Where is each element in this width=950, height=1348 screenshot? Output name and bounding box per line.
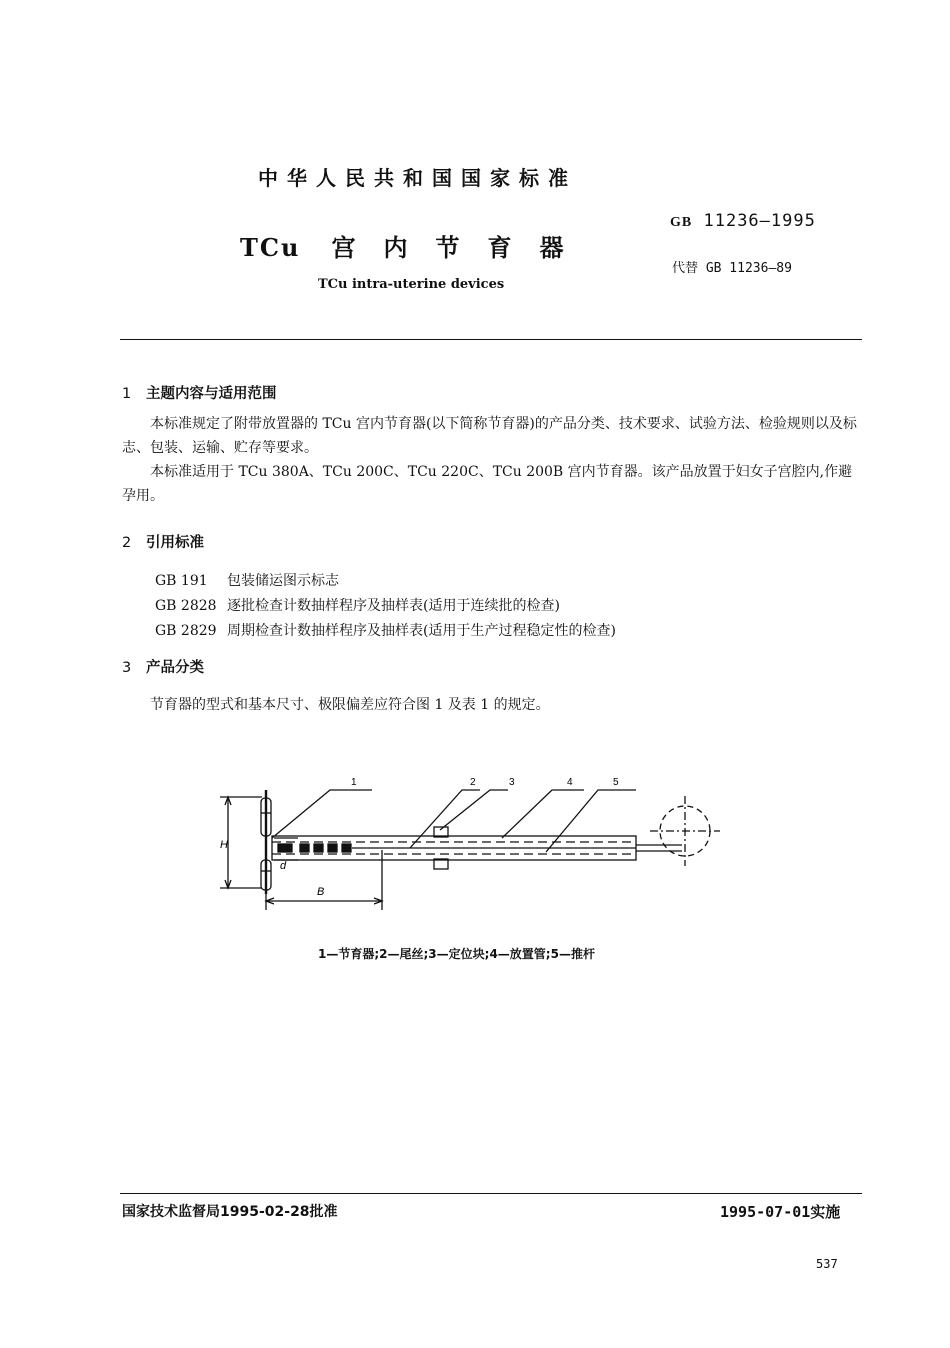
figure-caption: 1—节育器;2—尾丝;3—定位块;4—放置管;5—推杆: [318, 947, 595, 961]
section-title: 产品分类: [146, 660, 204, 676]
reference-title: 包装储运图示标志: [227, 573, 339, 589]
device-stem: [278, 844, 292, 852]
approval-date: 国家技术监督局1995-02-28批准: [122, 1204, 338, 1220]
dimension-b-label: B: [317, 886, 325, 898]
effective-date: 1995-07-01实施: [720, 1203, 841, 1221]
callout-2: 2: [470, 777, 476, 788]
callout-4: 4: [567, 777, 573, 788]
reference-title: 逐批检查计数抽样程序及抽样表(适用于连续批的检查): [227, 598, 560, 614]
reference-code: GB 191: [155, 573, 208, 589]
leader-line: [546, 790, 636, 852]
section-number: 3: [122, 660, 132, 676]
section-3-heading: [122, 656, 204, 677]
paragraph: 本标准适用于 TCu 380A、TCu 200C、TCu 220C、TCu 200B 宫内节育器。该产品放置于妇女子宫腔内,作避孕用。: [122, 464, 853, 504]
callout-5: 5: [613, 777, 619, 788]
section-title: 引用标准: [146, 535, 204, 551]
english-title: TCu intra-uterine devices: [318, 277, 505, 292]
section-number: 2: [122, 535, 132, 551]
document-title: [240, 228, 592, 263]
reference-item: [155, 570, 339, 590]
reference-title: 周期检查计数抽样程序及抽样表(适用于生产过程稳定性的检查): [227, 623, 616, 639]
section-1-body: [122, 412, 864, 508]
paragraph: 本标准规定了附带放置器的 TCu 宫内节育器(以下简称节育器)的产品分类、技术要求、试验方法、检验规则以及标志、包装、运输、贮存等要求。: [122, 416, 857, 456]
gb-code: [670, 211, 816, 231]
dimension-d-label: d: [280, 860, 287, 872]
reference-item: [155, 595, 560, 615]
dimension-h-label: H: [220, 839, 228, 851]
section-3-body: [122, 693, 864, 717]
header-rule: [120, 339, 862, 340]
section-number: 1: [122, 386, 132, 402]
reference-code: GB 2829: [155, 623, 217, 639]
reference-item: [155, 620, 616, 640]
callout-1: 1: [351, 777, 357, 788]
paragraph: 节育器的型式和基本尺寸、极限偏差应符合图 1 及表 1 的规定。: [150, 697, 550, 713]
leader-line: [410, 790, 480, 848]
section-1-heading: [122, 382, 277, 403]
callout-3: 3: [509, 777, 515, 788]
replaces-note: 代替 GB 11236—89: [672, 261, 792, 276]
section-title: 主题内容与适用范围: [146, 386, 277, 402]
leader-line: [272, 790, 372, 838]
page-number: 537: [816, 1257, 838, 1271]
section-2-heading: [122, 531, 204, 552]
document-title-prefix: TCu: [240, 233, 301, 262]
figure-1-drawing: [200, 768, 740, 918]
footer-rule: [120, 1193, 862, 1194]
leader-line: [440, 790, 508, 830]
gb-number: 11236—1995: [703, 211, 816, 231]
leader-line: [502, 790, 584, 838]
standard-title: 中华人民共和国国家标准: [258, 166, 577, 190]
reference-code: GB 2828: [155, 598, 217, 614]
document-title-chinese: 宫内节育器: [331, 234, 592, 262]
gb-prefix: GB: [670, 215, 693, 230]
